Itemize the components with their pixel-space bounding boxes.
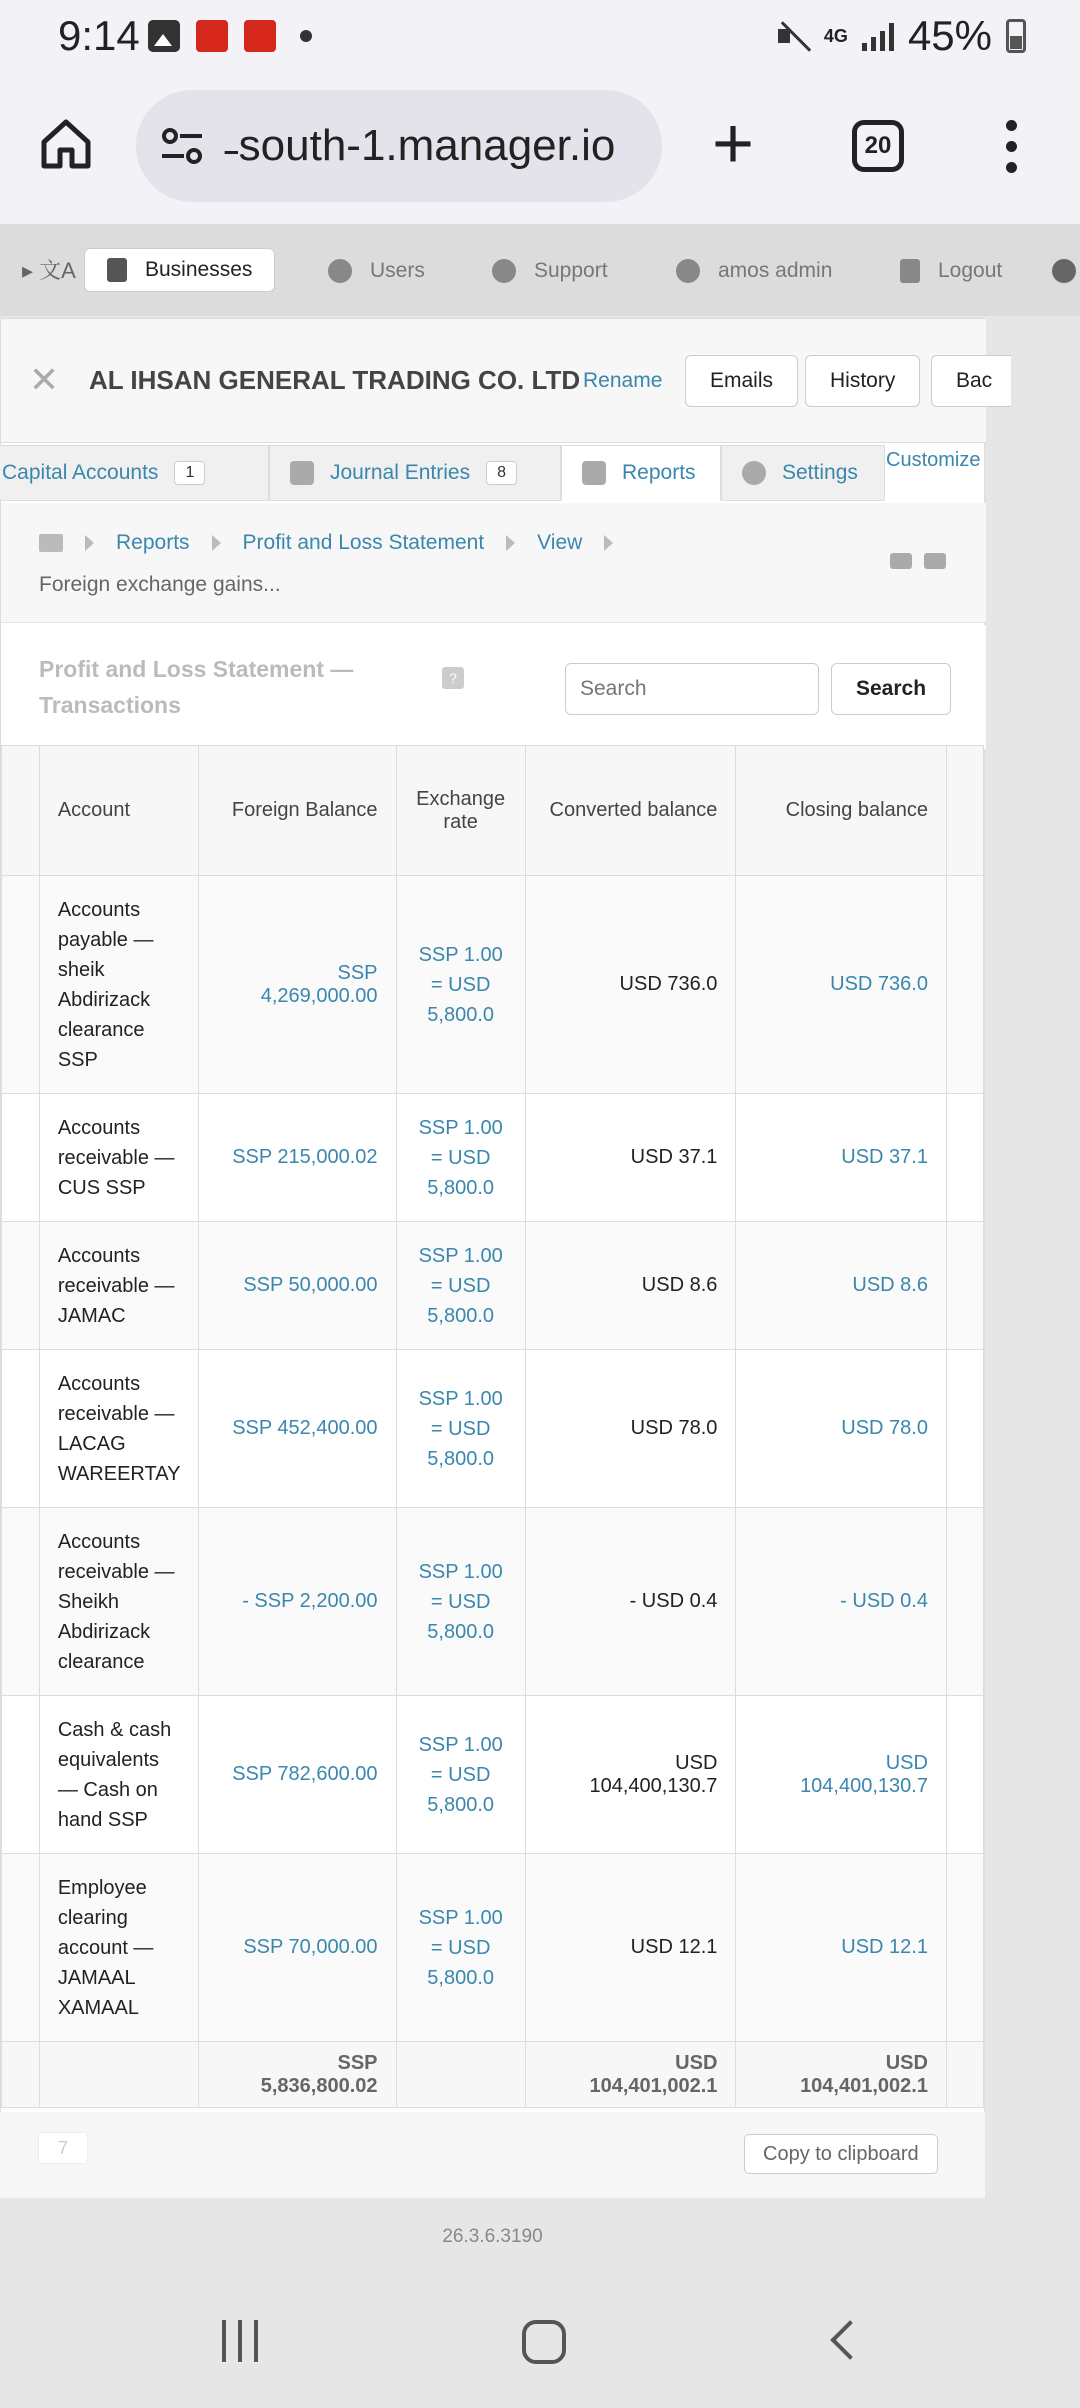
converted-balance-cell: USD 736.0 (525, 876, 736, 1094)
transactions-table (1, 745, 984, 2108)
tab-reports[interactable]: Reports (561, 445, 721, 501)
foreign-balance-cell[interactable]: SSP 782,600.00 (199, 1696, 396, 1854)
table-footer (0, 2112, 985, 2198)
chevron-right-icon (604, 535, 613, 551)
extension-icon[interactable] (890, 553, 912, 569)
backup-button[interactable]: Bac (931, 355, 1011, 407)
table-row (2, 876, 984, 1094)
scale-icon (290, 461, 314, 485)
site-settings-icon[interactable] (158, 122, 206, 170)
copy-to-clipboard-button[interactable]: Copy to clipboard (744, 2134, 938, 2174)
closing-balance-cell[interactable]: USD 78.0 (736, 1350, 947, 1508)
business-header (1, 319, 993, 443)
total-closing-balance: USD 104,401,002.1 (736, 2042, 947, 2108)
tab-settings[interactable]: Settings (721, 445, 885, 501)
tab-journal-entries[interactable]: Journal Entries 8 (269, 445, 561, 501)
app-notification-icon (244, 20, 276, 52)
recent-apps-icon[interactable] (222, 2320, 258, 2362)
header-closing-balance[interactable]: Closing balance (736, 746, 947, 876)
address-bar[interactable] (136, 90, 662, 202)
chevron-right-icon (85, 535, 94, 551)
rename-link[interactable]: Rename (583, 369, 663, 392)
closing-balance-cell[interactable]: - USD 0.4 (736, 1508, 947, 1696)
header-foreign-balance[interactable]: Foreign Balance (199, 746, 396, 876)
app-notification-icon (196, 20, 228, 52)
breadcrumb-profit-and-loss[interactable]: Profit and Loss Statement (242, 531, 485, 554)
account-cell: Accounts payable — sheik Abdirizack clearance SSP (39, 876, 199, 1094)
app-navigation (0, 224, 1080, 316)
nav-logout[interactable]: Logout (900, 250, 1002, 292)
back-icon[interactable] (830, 2320, 870, 2360)
report-header (1, 625, 986, 749)
converted-balance-cell: - USD 0.4 (525, 1508, 736, 1696)
network-type: 4G (823, 26, 848, 46)
account-cell: Accounts receivable — JAMAC (39, 1222, 199, 1350)
exchange-rate-cell[interactable]: SSP 1.00 = USD 5,800.0 (396, 1854, 525, 2042)
tab-switcher-button[interactable]: 20 (852, 120, 904, 172)
sidebar-toggle-icon[interactable] (39, 534, 63, 552)
total-converted-balance: USD 104,401,002.1 (525, 2042, 736, 2108)
exchange-rate-cell[interactable]: SSP 1.00 = USD 5,800.0 (396, 876, 525, 1094)
home-icon[interactable] (38, 116, 94, 172)
app-version: 26.3.6.3190 (442, 2226, 543, 2247)
business-name: AL IHSAN GENERAL TRADING CO. LTD (89, 365, 581, 395)
nav-users[interactable]: Users (328, 250, 425, 292)
tab-capital-accounts[interactable]: Capital Accounts 1 (0, 445, 269, 501)
glasses-icon[interactable] (924, 553, 946, 569)
chevron-right-icon (212, 535, 221, 551)
foreign-balance-cell[interactable]: SSP 452,400.00 (199, 1350, 396, 1508)
breadcrumb-current: Foreign exchange gains... (39, 573, 281, 596)
closing-balance-cell[interactable]: USD 37.1 (736, 1094, 947, 1222)
breadcrumb-view[interactable]: View (537, 531, 583, 554)
breadcrumb-reports[interactable]: Reports (116, 531, 190, 554)
table-total-row (2, 2042, 984, 2108)
search-input[interactable] (565, 663, 819, 715)
nav-user-account[interactable]: amos admin (676, 250, 832, 292)
closing-balance-cell[interactable]: USD 104,400,130.7 (736, 1696, 947, 1854)
foreign-balance-cell[interactable]: SSP 215,000.02 (199, 1094, 396, 1222)
closing-balance-cell[interactable]: USD 12.1 (736, 1854, 947, 2042)
row-count-badge: 7 (38, 2132, 88, 2164)
battery-percent: 45% (907, 12, 992, 59)
history-button[interactable]: History (805, 355, 920, 407)
converted-balance-cell: USD 8.6 (525, 1222, 736, 1350)
customize-link[interactable]: Customize (886, 449, 981, 471)
status-bar (0, 0, 1080, 72)
emails-button[interactable]: Emails (685, 355, 798, 407)
tab-badge: 8 (486, 461, 517, 485)
business-panel (0, 318, 993, 2198)
breadcrumb (1, 503, 986, 623)
table-row (2, 1350, 984, 1508)
exchange-rate-cell[interactable]: SSP 1.00 = USD 5,800.0 (396, 1222, 525, 1350)
table-row (2, 1094, 984, 1222)
exchange-rate-cell[interactable]: SSP 1.00 = USD 5,800.0 (396, 1094, 525, 1222)
closing-balance-cell[interactable]: USD 736.0 (736, 876, 947, 1094)
nav-businesses[interactable]: Businesses (84, 248, 275, 292)
account-cell: Accounts receivable — LACAG WAREERTAY (39, 1350, 199, 1508)
header-converted-balance[interactable]: Converted balance (525, 746, 736, 876)
header-exchange-rate[interactable]: Exchange rate (396, 746, 525, 876)
account-cell: Cash & cash equivalents — Cash on hand SSP (39, 1696, 199, 1854)
mute-icon (776, 19, 810, 53)
system-navigation-bar (0, 2278, 1080, 2408)
url-text: ˗south-1.manager.io (224, 121, 616, 170)
notification-icons (148, 20, 312, 52)
account-cell: Accounts receivable — Sheikh Abdirizack clearance (39, 1508, 199, 1696)
account-cell: Employee clearing account — JAMAAL XAMAAL (39, 1854, 199, 2042)
header-spacer (2, 746, 40, 876)
more-notifications-icon (300, 30, 312, 42)
browser-toolbar (0, 72, 1080, 224)
exchange-rate-cell[interactable]: SSP 1.00 = USD 5,800.0 (396, 1696, 525, 1854)
search-button[interactable]: Search (831, 663, 951, 715)
exchange-rate-cell[interactable]: SSP 1.00 = USD 5,800.0 (396, 1508, 525, 1696)
table-row (2, 1222, 984, 1350)
table-header-row (2, 746, 984, 876)
exchange-rate-cell[interactable]: SSP 1.00 = USD 5,800.0 (396, 1350, 525, 1508)
system-home-icon[interactable] (522, 2320, 566, 2364)
converted-balance-cell: USD 37.1 (525, 1094, 736, 1222)
header-account[interactable]: Account (39, 746, 199, 876)
battery-icon (1006, 19, 1026, 53)
total-foreign-balance: SSP 5,836,800.02 (199, 2042, 396, 2108)
close-icon[interactable]: ✕ (29, 359, 60, 400)
report-title: Profit and Loss Statement — Transactions (39, 656, 354, 718)
chevron-right-icon (506, 535, 515, 551)
table-row (2, 1854, 984, 2042)
foreign-balance-cell[interactable]: - SSP 2,200.00 (199, 1508, 396, 1696)
tab-badge: 1 (174, 461, 205, 485)
tab-bar (1, 445, 986, 501)
converted-balance-cell: USD 78.0 (525, 1350, 736, 1508)
user-icon (676, 259, 700, 283)
page-tools (890, 553, 946, 569)
converted-balance-cell: USD 104,400,130.7 (525, 1696, 736, 1854)
logout-icon (900, 259, 920, 283)
nav-support[interactable]: Support (492, 250, 608, 292)
new-tab-icon[interactable]: + (712, 104, 755, 184)
theme-toggle-icon[interactable] (1052, 250, 1076, 292)
help-icon[interactable]: ? (442, 667, 464, 689)
printer-icon (582, 461, 606, 485)
converted-balance-cell: USD 12.1 (525, 1854, 736, 2042)
language-icon[interactable]: ▸ 文A (22, 258, 76, 283)
gallery-notification-icon (148, 20, 180, 52)
signal-icon (862, 21, 894, 51)
gear-icon (742, 461, 766, 485)
building-icon (107, 258, 127, 282)
question-icon (492, 259, 516, 283)
account-cell: Accounts receivable — CUS SSP (39, 1094, 199, 1222)
closing-balance-cell[interactable]: USD 8.6 (736, 1222, 947, 1350)
foreign-balance-cell[interactable]: SSP 70,000.00 (199, 1854, 396, 2042)
foreign-balance-cell[interactable]: SSP 4,269,000.00 (199, 876, 396, 1094)
table-row (2, 1508, 984, 1696)
foreign-balance-cell[interactable]: SSP 50,000.00 (199, 1222, 396, 1350)
browser-menu-icon[interactable] (1006, 120, 1018, 173)
status-time: 9:14 (58, 12, 140, 59)
table-row (2, 1696, 984, 1854)
users-icon (328, 259, 352, 283)
